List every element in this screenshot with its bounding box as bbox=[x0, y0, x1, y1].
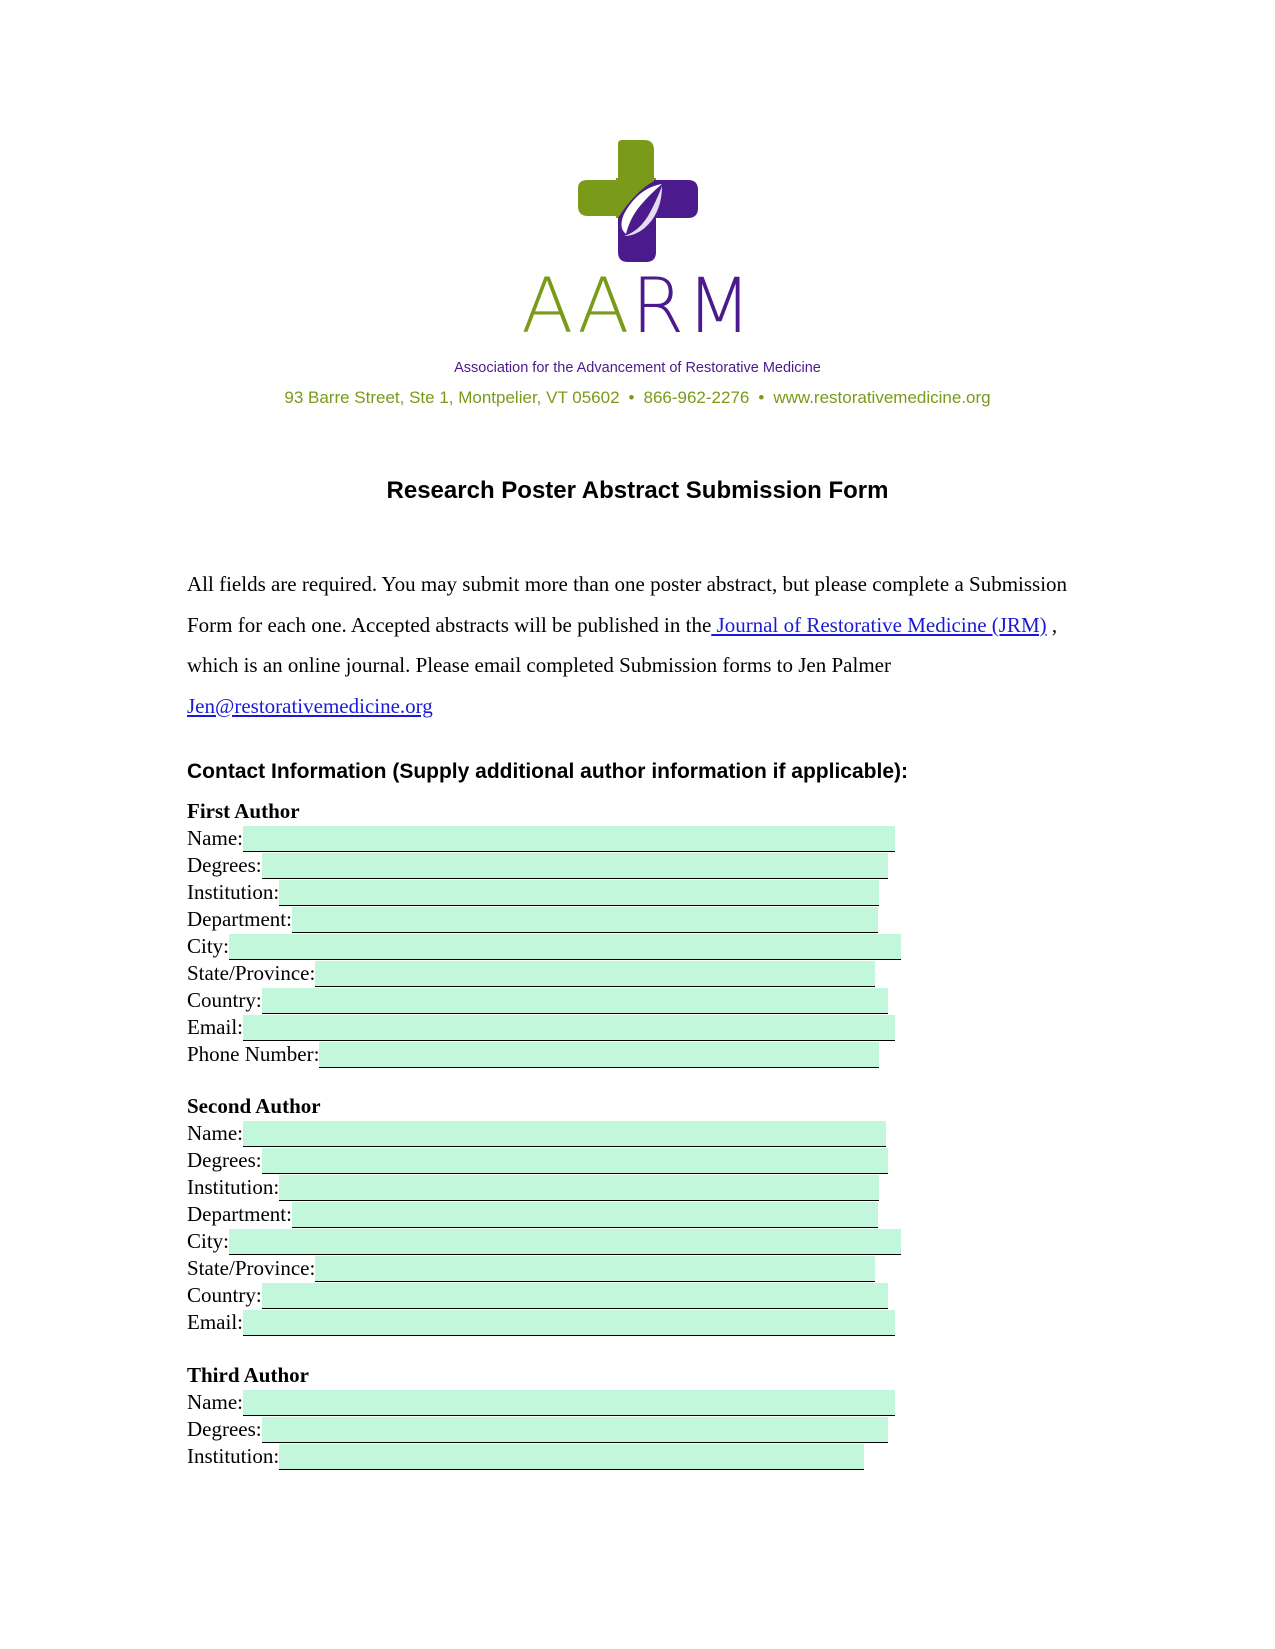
third-author-degrees-input[interactable] bbox=[262, 1417, 888, 1443]
second-author-country-input[interactable] bbox=[262, 1283, 888, 1309]
second-author-name-input[interactable] bbox=[243, 1121, 886, 1147]
instructions-text: All fields are required. You may submit more than one poster abstract, but please complete a Submission Form for each one. Accepted abstracts will be published in the bbox=[187, 572, 1068, 637]
second-author-degrees-row bbox=[187, 1147, 907, 1174]
second-author-email-input[interactable] bbox=[243, 1310, 895, 1336]
email-link[interactable]: Jen@restorativemedicine.org bbox=[187, 693, 433, 718]
second-author-name-row bbox=[187, 1120, 907, 1147]
field-label: Name: bbox=[187, 1390, 243, 1414]
first-author-institution-row bbox=[187, 879, 907, 906]
first-author-phone-row bbox=[187, 1041, 907, 1068]
field-label: Department: bbox=[187, 907, 292, 931]
journal-link[interactable]: Journal of Restorative Medicine (JRM) bbox=[711, 612, 1047, 637]
first-author-email-row bbox=[187, 1014, 907, 1041]
second-author-city-input[interactable] bbox=[229, 1229, 901, 1255]
organization-address: 93 Barre Street, Ste 1, Montpelier, VT 05602 bbox=[284, 388, 620, 407]
second-author-heading: Second Author bbox=[187, 1094, 321, 1118]
field-label: Institution: bbox=[187, 1175, 280, 1199]
field-label: Institution: bbox=[187, 880, 280, 904]
first-author-department-input[interactable] bbox=[292, 907, 878, 933]
form-title: Research Poster Abstract Submission Form bbox=[386, 477, 889, 504]
second-author-department-input[interactable] bbox=[292, 1202, 878, 1228]
second-author-email-row bbox=[187, 1309, 907, 1336]
instructions-text-continued: , which is an online journal. Please email completed Submission forms to Jen Palmer bbox=[187, 612, 1058, 677]
third-author-section bbox=[187, 1362, 907, 1470]
first-author-phone-input[interactable] bbox=[319, 1042, 879, 1068]
first-author-degrees-input[interactable] bbox=[262, 853, 888, 879]
instructions-paragraph bbox=[187, 564, 1087, 726]
aarm-wordmark: AARM bbox=[521, 261, 754, 350]
field-label: Name: bbox=[187, 1121, 243, 1145]
field-label: State/Province: bbox=[187, 1256, 316, 1280]
field-label: Email: bbox=[187, 1015, 243, 1039]
second-author-country-row bbox=[187, 1282, 907, 1309]
separator-dot: • bbox=[628, 388, 635, 407]
second-author-institution-row bbox=[187, 1174, 907, 1201]
field-label: Degrees: bbox=[187, 1417, 262, 1441]
second-author-degrees-input[interactable] bbox=[262, 1148, 888, 1174]
field-label: City: bbox=[187, 1229, 230, 1253]
field-label: Department: bbox=[187, 1202, 292, 1226]
first-author-country-row bbox=[187, 987, 907, 1014]
first-author-institution-input[interactable] bbox=[279, 880, 879, 906]
first-author-section bbox=[187, 798, 907, 1068]
third-author-degrees-row bbox=[187, 1416, 907, 1443]
second-author-state-input[interactable] bbox=[315, 1256, 875, 1282]
first-author-heading: First Author bbox=[187, 799, 300, 823]
third-author-heading: Third Author bbox=[187, 1363, 309, 1387]
aarm-logo bbox=[0, 140, 1275, 262]
organization-phone: 866-962-2276 bbox=[643, 388, 750, 407]
first-author-degrees-row bbox=[187, 852, 907, 879]
organization-name: Association for the Advancement of Restorative Medicine bbox=[454, 360, 821, 376]
field-label: Email: bbox=[187, 1310, 243, 1334]
field-label: Degrees: bbox=[187, 1148, 262, 1172]
second-author-city-row bbox=[187, 1228, 907, 1255]
second-author-state-row bbox=[187, 1255, 907, 1282]
third-author-institution-input[interactable] bbox=[279, 1444, 864, 1470]
first-author-state-input[interactable] bbox=[315, 961, 875, 987]
first-author-country-input[interactable] bbox=[262, 988, 888, 1014]
second-author-section bbox=[187, 1093, 907, 1336]
field-label: Country: bbox=[187, 1283, 262, 1307]
field-label: Name: bbox=[187, 826, 243, 850]
third-author-name-row bbox=[187, 1389, 907, 1416]
first-author-email-input[interactable] bbox=[243, 1015, 895, 1041]
field-label: Country: bbox=[187, 988, 262, 1012]
field-label: Degrees: bbox=[187, 853, 262, 877]
cross-leaf-icon bbox=[578, 140, 698, 262]
first-author-city-row bbox=[187, 933, 907, 960]
second-author-department-row bbox=[187, 1201, 907, 1228]
organization-contact-line bbox=[0, 388, 1275, 408]
field-label: Institution: bbox=[187, 1444, 280, 1468]
organization-website: www.restorativemedicine.org bbox=[773, 388, 991, 407]
second-author-institution-input[interactable] bbox=[279, 1175, 879, 1201]
first-author-name-row bbox=[187, 825, 907, 852]
field-label: State/Province: bbox=[187, 961, 316, 985]
field-label: City: bbox=[187, 934, 230, 958]
first-author-name-input[interactable] bbox=[243, 826, 895, 852]
field-label: Phone Number: bbox=[187, 1042, 320, 1066]
first-author-city-input[interactable] bbox=[229, 934, 901, 960]
third-author-institution-row bbox=[187, 1443, 907, 1470]
first-author-department-row bbox=[187, 906, 907, 933]
contact-information-heading: Contact Information (Supply additional author information if applicable): bbox=[187, 760, 908, 783]
separator-dot: • bbox=[758, 388, 765, 407]
first-author-state-row bbox=[187, 960, 907, 987]
third-author-name-input[interactable] bbox=[243, 1390, 895, 1416]
